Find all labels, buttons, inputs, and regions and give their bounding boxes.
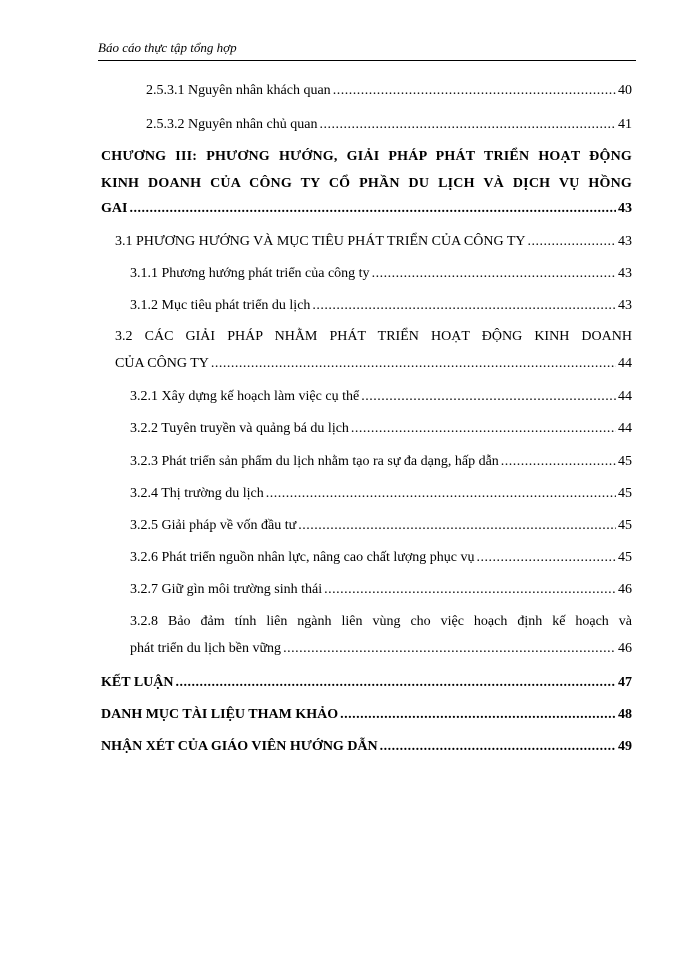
dot-leader bbox=[372, 265, 616, 283]
toc-entry-3-2-line-1[interactable]: 3.2 CÁC GIẢI PHÁP NHẰM PHÁT TRIỂN HOẠT ĐỘNG KINH DOANH bbox=[115, 329, 632, 344]
dot-leader bbox=[298, 517, 616, 535]
dot-leader bbox=[477, 549, 616, 567]
toc-page-number: 43 bbox=[618, 298, 632, 313]
dot-leader bbox=[211, 355, 616, 373]
toc-page-number: 48 bbox=[618, 707, 632, 722]
toc-page-number: 49 bbox=[618, 739, 632, 754]
dot-leader bbox=[266, 485, 616, 503]
dot-leader bbox=[380, 738, 616, 756]
dot-leader bbox=[501, 453, 616, 471]
toc-page-number: 41 bbox=[618, 117, 632, 132]
toc-entry-title: DANH MỤC TÀI LIỆU THAM KHẢO bbox=[101, 707, 339, 722]
dot-leader bbox=[528, 233, 616, 251]
dot-leader bbox=[175, 674, 616, 692]
toc-page-number: 44 bbox=[618, 356, 632, 371]
page-header: Báo cáo thực tập tổng hợp bbox=[98, 40, 636, 61]
toc-entry-3-2-1[interactable] bbox=[130, 388, 632, 406]
dot-leader bbox=[319, 116, 616, 134]
toc-entry-title: 3.2.4 Thị trường du lịch bbox=[130, 486, 264, 501]
toc-entry-3-2-6[interactable] bbox=[130, 549, 632, 567]
toc-entry-title: phát triển du lịch bền vững bbox=[130, 641, 282, 656]
toc-entry-title: 3.2.7 Giữ gìn môi trường sinh thái bbox=[130, 582, 323, 597]
toc-chapter-3-line-2[interactable]: KINH DOANH CỦA CÔNG TY CỔ PHẦN DU LỊCH VÀ DỊCH VỤ HỒNG bbox=[101, 176, 632, 191]
dot-leader bbox=[340, 706, 616, 724]
dot-leader bbox=[312, 297, 616, 315]
toc-page-number: 44 bbox=[618, 421, 632, 436]
toc-entry-2-5-3-1[interactable] bbox=[146, 82, 632, 100]
toc-chapter-3[interactable] bbox=[101, 200, 632, 218]
toc-page-number: 43 bbox=[618, 234, 632, 249]
dot-leader bbox=[361, 388, 616, 406]
toc-entry-title: KẾT LUẬN bbox=[101, 675, 174, 690]
toc-entry-title: 3.1.1 Phương hướng phát triển của công ty bbox=[130, 266, 370, 281]
toc-page-number: 46 bbox=[618, 641, 632, 656]
toc-entry-3-2-8-line-1[interactable]: 3.2.8 Bảo đảm tính liên ngành liên vùng cho việc hoạch định kế hoạch và bbox=[130, 614, 632, 629]
toc-entry-title: 2.5.3.1 Nguyên nhân khách quan bbox=[146, 83, 331, 98]
toc-entry-title: 3.2.6 Phát triển nguồn nhân lực, nâng cao chất lượng phục vụ bbox=[130, 550, 475, 565]
toc-entry-title: CỦA CÔNG TY bbox=[115, 356, 209, 371]
toc-entry-3-2-2[interactable] bbox=[130, 420, 632, 438]
toc-page-number: 45 bbox=[618, 550, 632, 565]
toc-page-number: 44 bbox=[618, 389, 632, 404]
toc-entry-3-2-3[interactable] bbox=[130, 453, 632, 471]
dot-leader bbox=[129, 200, 616, 218]
toc-entry-ket-luan[interactable] bbox=[101, 674, 632, 692]
toc-entry-3-2-4[interactable] bbox=[130, 485, 632, 503]
toc-entry-title: 3.2.2 Tuyên truyền và quảng bá du lịch bbox=[130, 421, 349, 436]
toc-entry-title: 3.2.5 Giải pháp về vốn đầu tư bbox=[130, 518, 297, 533]
toc-page-number: 45 bbox=[618, 518, 632, 533]
dot-leader bbox=[333, 82, 616, 100]
dot-leader bbox=[283, 640, 616, 658]
toc-entry-3-1-1[interactable] bbox=[130, 265, 632, 283]
toc-entry-title: NHẬN XÉT CỦA GIÁO VIÊN HƯỚNG DẪN bbox=[101, 739, 378, 754]
toc-page-number: 45 bbox=[618, 486, 632, 501]
toc-page-number: 47 bbox=[618, 675, 632, 690]
toc-entry-3-2-5[interactable] bbox=[130, 517, 632, 535]
toc-entry-2-5-3-2[interactable] bbox=[146, 116, 632, 134]
toc-page-number: 40 bbox=[618, 83, 632, 98]
toc-entry-title: 3.2.1 Xây dựng kế hoạch làm việc cụ thể bbox=[130, 389, 360, 404]
toc-entry-title: 3.1 PHƯƠNG HƯỚNG VÀ MỤC TIÊU PHÁT TRIỂN CỦA CÔNG TY bbox=[115, 234, 526, 249]
toc-entry-3-2[interactable] bbox=[115, 355, 632, 373]
dot-leader bbox=[324, 581, 616, 599]
toc-page-number: 43 bbox=[618, 266, 632, 281]
toc-entry-teacher-comments[interactable] bbox=[101, 738, 632, 756]
dot-leader bbox=[351, 420, 616, 438]
toc-entry-3-1-2[interactable] bbox=[130, 297, 632, 315]
toc-entry-title: GAI bbox=[101, 201, 128, 216]
toc-entry-references[interactable] bbox=[101, 706, 632, 724]
toc-entry-title: 2.5.3.2 Nguyên nhân chủ quan bbox=[146, 117, 318, 132]
toc-entry-title: 3.2.3 Phát triển sản phẩm du lịch nhằm tạo ra sự đa dạng, hấp dẫn bbox=[130, 454, 499, 469]
toc-entry-3-1[interactable] bbox=[115, 233, 632, 251]
toc-page-number: 46 bbox=[618, 582, 632, 597]
toc-entry-3-2-7[interactable] bbox=[130, 581, 632, 599]
toc-chapter-3-line-1[interactable]: CHƯƠNG III: PHƯƠNG HƯỚNG, GIẢI PHÁP PHÁT TRIỂN HOẠT ĐỘNG bbox=[101, 149, 632, 164]
toc-page-number: 43 bbox=[618, 201, 632, 216]
toc-entry-3-2-8[interactable] bbox=[130, 640, 632, 658]
toc-entry-title: 3.1.2 Mục tiêu phát triển du lịch bbox=[130, 298, 311, 313]
toc-page-number: 45 bbox=[618, 454, 632, 469]
